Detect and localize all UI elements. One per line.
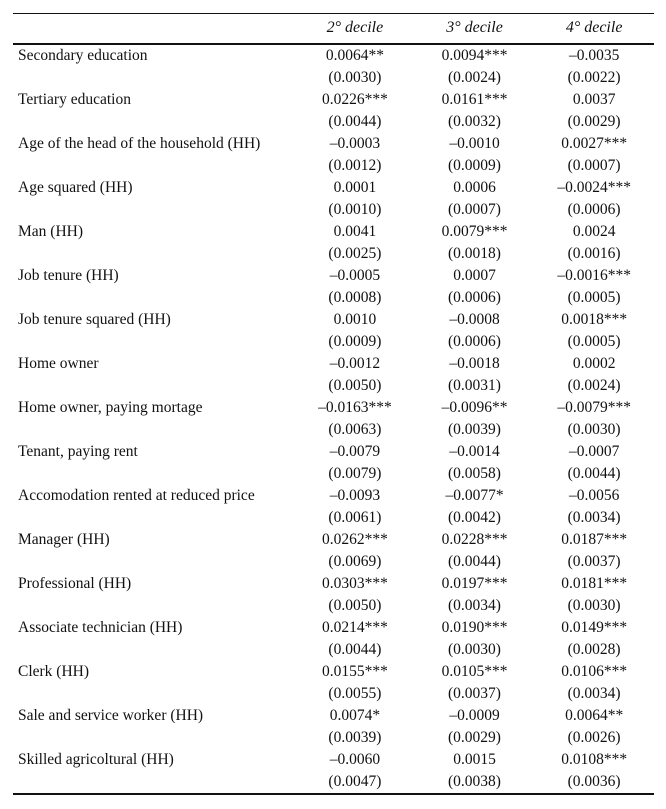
table-row-coefficient: [13, 617, 654, 639]
standard-error-cell: (0.0042): [448, 508, 501, 526]
coefficient-cell: 0.0214***: [321, 618, 388, 636]
table-row-coefficient: [13, 133, 654, 155]
table-row-coefficient: [13, 221, 654, 243]
standard-error-cell: (0.0018): [448, 244, 501, 262]
coefficient-cell: 0.0155***: [321, 662, 388, 680]
table-row-coefficient: [13, 44, 654, 67]
coefficient-cell: –0.0014: [449, 442, 500, 460]
coefficient-cell: 0.0018***: [561, 310, 628, 328]
coefficient-cell: –0.0012: [329, 354, 381, 372]
coefficient-cell: 0.0015: [453, 750, 496, 768]
standard-error-cell: (0.0039): [328, 728, 382, 746]
table-row-standard-error: [13, 111, 654, 133]
variable-label: Man (HH): [18, 222, 83, 240]
empty-label-cell: [13, 771, 295, 794]
coefficient-cell: –0.0056: [568, 486, 620, 504]
standard-error-cell: (0.0030): [448, 640, 501, 658]
variable-label: Associate technician (HH): [18, 618, 183, 636]
table-row-standard-error: [13, 507, 654, 529]
coefficient-cell: 0.0161***: [441, 90, 508, 108]
standard-error-cell: (0.0032): [448, 112, 501, 130]
standard-error-cell: (0.0009): [328, 332, 382, 350]
coefficient-cell: –0.0079: [329, 442, 381, 460]
variable-label: Home owner: [18, 354, 99, 372]
table-row-standard-error: [13, 551, 654, 573]
regression-results-table: [13, 13, 654, 795]
standard-error-cell: (0.0034): [448, 596, 501, 614]
standard-error-cell: (0.0058): [448, 464, 501, 482]
coefficient-cell: –0.0093: [329, 486, 381, 504]
table-row-standard-error: [13, 155, 654, 177]
coefficient-cell: 0.0037: [572, 90, 616, 108]
table-row-coefficient: [13, 441, 654, 463]
coefficient-cell: 0.0041: [333, 222, 377, 240]
standard-error-cell: (0.0034): [567, 508, 621, 526]
variable-label: Age of the head of the household (HH): [18, 134, 261, 152]
coefficient-cell: 0.0064**: [325, 46, 384, 64]
coefficient-cell: 0.0226***: [321, 90, 388, 108]
standard-error-cell: (0.0055): [328, 684, 382, 702]
empty-label-cell: [13, 375, 295, 397]
coefficient-cell: –0.0096**: [441, 398, 508, 416]
table-row-coefficient: [13, 89, 654, 111]
coefficient-cell: –0.0005: [329, 266, 381, 284]
coefficient-cell: 0.0094***: [441, 46, 508, 64]
standard-error-cell: (0.0030): [567, 596, 621, 614]
coefficient-cell: 0.0197***: [441, 574, 508, 592]
standard-error-cell: (0.0050): [328, 376, 382, 394]
table-row-coefficient: [13, 573, 654, 595]
variable-label: Job tenure squared (HH): [18, 310, 171, 328]
empty-label-cell: [13, 67, 295, 89]
standard-error-cell: (0.0008): [328, 288, 382, 306]
coefficient-cell: –0.0079***: [557, 398, 631, 416]
standard-error-cell: (0.0029): [448, 728, 501, 746]
standard-error-cell: (0.0025): [328, 244, 382, 262]
coefficient-cell: –0.0018: [449, 354, 500, 372]
standard-error-cell: (0.0005): [567, 288, 621, 306]
standard-error-cell: (0.0079): [328, 464, 382, 482]
standard-error-cell: (0.0069): [328, 552, 382, 570]
empty-label-cell: [13, 111, 295, 133]
standard-error-cell: (0.0044): [328, 112, 382, 130]
table-row-coefficient: [13, 485, 654, 507]
standard-error-cell: (0.0050): [328, 596, 382, 614]
standard-error-cell: (0.0029): [567, 112, 621, 130]
table-row-standard-error: [13, 199, 654, 221]
standard-error-cell: (0.0006): [448, 288, 501, 306]
table-row-standard-error: [13, 639, 654, 661]
table-row-coefficient: [13, 529, 654, 551]
variable-label: Age squared (HH): [18, 178, 133, 196]
coefficient-cell: 0.0106***: [561, 662, 628, 680]
standard-error-cell: (0.0022): [567, 68, 621, 86]
variable-label: Tenant, paying rent: [18, 442, 138, 460]
coefficient-cell: 0.0079***: [441, 222, 508, 240]
standard-error-cell: (0.0061): [328, 508, 382, 526]
standard-error-cell: (0.0006): [567, 200, 621, 218]
standard-error-cell: (0.0031): [448, 376, 501, 394]
coefficient-cell: –0.0077*: [445, 486, 504, 504]
variable-label: Accomodation rented at reduced price: [18, 486, 255, 504]
standard-error-cell: (0.0024): [448, 68, 501, 86]
table-row-standard-error: [13, 771, 654, 794]
empty-label-cell: [13, 419, 295, 441]
table-row-coefficient: [13, 177, 654, 199]
coefficient-cell: 0.0024: [572, 222, 616, 240]
variable-label: Home owner, paying mortage: [18, 398, 203, 416]
empty-label-cell: [13, 507, 295, 529]
coefficient-cell: 0.0010: [333, 310, 377, 328]
standard-error-cell: (0.0036): [567, 772, 621, 790]
variable-label: Clerk (HH): [18, 662, 90, 680]
empty-label-cell: [13, 155, 295, 177]
empty-label-cell: [13, 463, 295, 485]
standard-error-cell: (0.0038): [448, 772, 501, 790]
table-row-standard-error: [13, 463, 654, 485]
empty-label-cell: [13, 551, 295, 573]
coefficient-cell: 0.0105***: [441, 662, 508, 680]
empty-label-cell: [13, 199, 295, 221]
coefficient-cell: 0.0027***: [561, 134, 628, 152]
header-col-2-decile: 2° decile: [326, 19, 384, 37]
empty-label-cell: [13, 727, 295, 749]
coefficient-cell: 0.0228***: [441, 530, 508, 548]
coefficient-cell: –0.0060: [329, 750, 381, 768]
table-row-standard-error: [13, 67, 654, 89]
standard-error-cell: (0.0010): [328, 200, 382, 218]
standard-error-cell: (0.0009): [448, 156, 501, 174]
coefficient-cell: –0.0007: [568, 442, 620, 460]
coefficient-cell: 0.0001: [333, 178, 377, 196]
standard-error-cell: (0.0005): [567, 332, 621, 350]
coefficient-cell: 0.0149***: [561, 618, 628, 636]
coefficient-cell: –0.0008: [449, 310, 500, 328]
coefficient-cell: 0.0190***: [441, 618, 508, 636]
coefficient-cell: 0.0007: [453, 266, 496, 284]
empty-label-cell: [13, 683, 295, 705]
coefficient-cell: 0.0108***: [561, 750, 628, 768]
standard-error-cell: (0.0030): [567, 420, 621, 438]
table-row-coefficient: [13, 705, 654, 727]
standard-error-cell: (0.0007): [567, 156, 621, 174]
table-row-standard-error: [13, 727, 654, 749]
standard-error-cell: (0.0007): [448, 200, 501, 218]
table-header: [13, 14, 654, 44]
standard-error-cell: (0.0012): [328, 156, 382, 174]
standard-error-cell: (0.0024): [567, 376, 621, 394]
header-col-4-decile: 4° decile: [565, 19, 623, 37]
coefficient-cell: –0.0024***: [557, 178, 631, 196]
coefficient-cell: 0.0303***: [321, 574, 388, 592]
standard-error-cell: (0.0044): [448, 552, 501, 570]
variable-label: Secondary education: [18, 46, 148, 64]
standard-error-cell: (0.0044): [328, 640, 382, 658]
coefficient-cell: –0.0016***: [557, 266, 631, 284]
standard-error-cell: (0.0026): [567, 728, 621, 746]
coefficient-cell: –0.0035: [568, 46, 620, 64]
coefficient-cell: 0.0181***: [561, 574, 628, 592]
empty-label-cell: [13, 595, 295, 617]
coefficient-cell: –0.0163***: [318, 398, 392, 416]
coefficient-cell: 0.0074*: [329, 706, 381, 724]
table-row-coefficient: [13, 749, 654, 771]
coefficient-cell: 0.0002: [572, 354, 616, 372]
header-row: [13, 14, 654, 44]
empty-label-cell: [13, 639, 295, 661]
table-row-standard-error: [13, 595, 654, 617]
variable-label: Manager (HH): [18, 530, 110, 548]
empty-label-cell: [13, 331, 295, 353]
standard-error-cell: (0.0063): [328, 420, 382, 438]
table-row-coefficient: [13, 265, 654, 287]
standard-error-cell: (0.0006): [448, 332, 501, 350]
table-row-standard-error: [13, 331, 654, 353]
standard-error-cell: (0.0039): [448, 420, 501, 438]
coefficient-cell: –0.0010: [449, 134, 500, 152]
variable-label: Tertiary education: [18, 90, 131, 108]
standard-error-cell: (0.0047): [328, 772, 382, 790]
empty-label-cell: [13, 243, 295, 265]
empty-label-cell: [13, 287, 295, 309]
standard-error-cell: (0.0034): [567, 684, 621, 702]
table-row-standard-error: [13, 375, 654, 397]
standard-error-cell: (0.0016): [567, 244, 621, 262]
table-row-coefficient: [13, 309, 654, 331]
standard-error-cell: (0.0030): [328, 68, 382, 86]
table-row-standard-error: [13, 683, 654, 705]
coefficient-cell: –0.0009: [449, 706, 500, 724]
table-row-coefficient: [13, 353, 654, 375]
table-row-coefficient: [13, 397, 654, 419]
table-row-coefficient: [13, 661, 654, 683]
header-empty-cell: [13, 14, 295, 44]
header-col-3-decile: 3° decile: [446, 19, 503, 37]
standard-error-cell: (0.0028): [567, 640, 621, 658]
table-row-standard-error: [13, 287, 654, 309]
coefficient-cell: 0.0187***: [561, 530, 628, 548]
coefficient-cell: 0.0006: [453, 178, 496, 196]
standard-error-cell: (0.0044): [567, 464, 621, 482]
table-body: [13, 44, 654, 794]
table-row-standard-error: [13, 243, 654, 265]
variable-label: Job tenure (HH): [18, 266, 119, 284]
variable-label: Sale and service worker (HH): [18, 706, 204, 724]
table-row-standard-error: [13, 419, 654, 441]
variable-label: Professional (HH): [18, 574, 132, 592]
variable-label: Skilled agricoltural (HH): [18, 750, 174, 768]
coefficient-cell: –0.0003: [329, 134, 381, 152]
standard-error-cell: (0.0037): [448, 684, 501, 702]
standard-error-cell: (0.0037): [567, 552, 621, 570]
coefficient-cell: 0.0262***: [321, 530, 388, 548]
coefficient-cell: 0.0064**: [565, 706, 624, 724]
